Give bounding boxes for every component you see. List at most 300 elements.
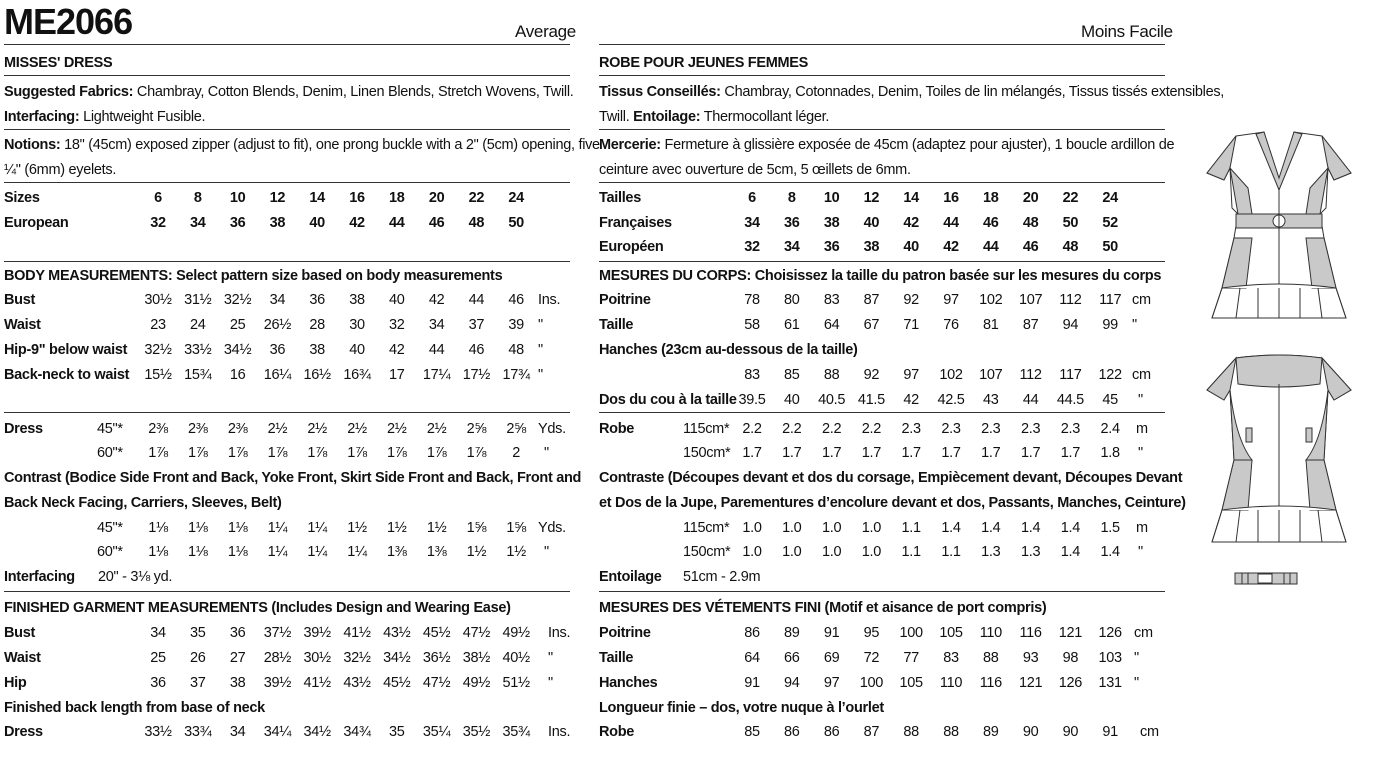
francaises-row-cell: 44 [943,215,959,231]
body-row-cell: 25 [229,317,246,333]
divider [599,591,1165,592]
finished-row-cell: 45½ [422,625,451,641]
contrast-row-cell: 1¼ [347,544,367,560]
body-row-cell: 33½ [184,342,212,358]
body-row-unit: " [538,317,543,333]
interfacing-row-value: 20" - 3⅛ yd. [98,569,173,585]
finished-row-cell: 83 [943,650,959,666]
dress-row-cell: 1.7 [861,445,882,461]
european-row-cell: 46 [428,215,445,231]
difficulty-label: Moins Facile [1081,22,1173,41]
finished-row-cell: 36½ [422,650,451,666]
finished-row-cell: 100 [859,675,884,691]
finished-row-cell: 39½ [303,625,331,641]
dress-row-cell: 2½ [387,421,407,437]
dress-row-width: 60"* [97,445,123,461]
dress-row-cell: 1.7 [742,445,762,461]
body-row-cell: 15¾ [184,367,212,383]
hip-row-cell: 102 [939,367,963,383]
back-length-row-cell: 35 [389,724,405,740]
europeen-row-cell: 36 [823,239,840,255]
finished-row-cell: 41½ [303,675,331,691]
back-length-row-label: Robe [599,724,635,740]
contrast-row-cell: 1½ [426,520,447,536]
hip-row-cell: 117 [1059,367,1082,383]
europeen-row-cell: 50 [1102,239,1118,255]
finished-row-cell: 66 [784,650,800,666]
body-row-unit: " [538,342,543,358]
back-length-row-cell: 34 [229,724,246,740]
back-row-cell: 44 [1022,392,1039,408]
dress-row-cell: 1.8 [1100,445,1120,461]
back-length-header: Finished back length from base of neck [4,700,265,716]
francaises-row-cell: 42 [903,215,919,231]
body-row-cell: 46 [508,292,524,308]
finished-row-cell: 49½ [502,625,530,641]
body-row-label: Waist [4,317,41,333]
finished-row-unit: cm [1134,625,1153,641]
francaises-row-cell: 36 [784,215,800,231]
body-row-cell: 107 [1018,292,1043,308]
dress-row-cell: 2.4 [1100,421,1120,437]
back-length-row-cell: 91 [1102,724,1118,740]
contrast-row-cell: 1½ [506,544,526,560]
back-length-row-cell: 34½ [303,724,331,740]
dress-row-cell: 2.2 [861,421,882,437]
body-measurements-header: MESURES DU CORPS: Choisissez la taille du patron basée sur les mesures du corps [599,268,1162,284]
body-row-cell: 117 [1099,292,1122,308]
hip-row-cell: 88 [823,367,840,383]
sizes-row-cell: 14 [903,190,919,206]
finished-row-label: Waist [4,650,41,666]
finished-row-cell: 100 [899,625,923,641]
interfacing-label: Entoilage: [633,109,701,125]
interfacing-row-value: 51cm - 2.9m [683,569,761,585]
body-row-cell: 16¼ [263,367,292,383]
dress-row-cell: 2.3 [981,421,1001,437]
contrast-row-cell: 1.5 [1100,520,1120,536]
finished-row-cell: 35 [190,625,206,641]
divider [4,129,570,130]
finished-row-cell: 126 [1098,625,1122,641]
contrast-row-cell: 1⅛ [188,544,208,560]
dress-front-view [1196,128,1362,328]
divider [599,261,1165,262]
body-row-cell: 16¾ [343,367,371,383]
dress-row-cell: 2 [512,445,521,461]
hip-row-cell: 122 [1098,367,1122,383]
finished-row-label: Bust [4,625,36,641]
finished-row-cell: 116 [1019,625,1042,641]
back-length-row-cell: 35¼ [422,724,451,740]
back-length-row-unit: cm [1140,724,1159,740]
european-row-cell: 44 [389,215,405,231]
sizes-row-cell: 20 [1022,190,1039,206]
finished-row-cell: 25 [150,650,166,666]
fabrics-label: Suggested Fabrics: [4,84,134,100]
francaises-row-cell: 38 [823,215,840,231]
contrast-row-cell: 1½ [347,520,367,536]
dress-row-unit: " [544,445,549,461]
contrast-row-cell: 1.0 [861,544,882,560]
contrast-row-unit: Yds. [538,520,566,536]
body-row-cell: 44 [468,292,485,308]
finished-row-cell: 36 [229,625,246,641]
finished-row-cell: 110 [979,625,1002,641]
pattern-code: ME2066 [4,1,133,42]
sizes-row-cell: 22 [1062,190,1079,206]
notions-label: Mercerie: [599,137,661,153]
body-row-cell: 61 [784,317,800,333]
dress-row-width: 150cm* [683,445,731,461]
interfacing-row-label: Entoilage [599,569,662,585]
back-length-row-cell: 87 [863,724,880,740]
back-row-cell: 40.5 [818,392,846,408]
body-row-cell: 83 [823,292,840,308]
finished-row-cell: 26 [190,650,206,666]
body-row-label: Taille [599,317,634,333]
divider [4,412,570,413]
finished-row-cell: 39½ [263,675,292,691]
contrast-row-cell: 1.4 [941,520,961,536]
dress-row-unit: m [1136,421,1148,437]
hip-row-cell: 97 [903,367,919,383]
divider [599,129,1165,130]
contrast-row-cell: 1.1 [901,544,921,560]
francaises-row-cell: 40 [863,215,880,231]
divider [4,75,570,76]
finished-row-cell: 38½ [462,650,491,666]
body-row-label: Bust [4,292,36,308]
contrast-row-cell: 1.3 [981,544,1001,560]
body-row-cell: 92 [903,292,919,308]
finished-row-cell: 89 [784,625,800,641]
europeen-row-cell: 32 [744,239,760,255]
finished-row-cell: 38 [229,675,246,691]
european-row-label: European [4,215,69,231]
sizes-row-cell: 24 [1102,190,1118,206]
body-row-cell: 17¼ [422,367,451,383]
notions-line [4,136,600,154]
dress-row-cell: 1.7 [1060,445,1081,461]
body-row-cell: 15½ [144,367,172,383]
finished-row-cell: 77 [903,650,919,666]
divider [4,591,570,592]
contrast-row-width: 150cm* [683,544,731,560]
back-length-row-cell: 34¼ [263,724,292,740]
divider [599,75,1165,76]
fabrics-line [599,83,1224,101]
body-row-cell: 39 [508,317,524,333]
finished-row-unit: " [1134,675,1139,691]
back-length-row-cell: 35¾ [502,724,530,740]
back-length-row-cell: 88 [903,724,919,740]
finished-row-cell: 69 [823,650,840,666]
sizes-row-cell: 12 [269,190,286,206]
hip-row-cell: 112 [1019,367,1042,383]
dress-row-width: 115cm* [683,421,730,437]
finished-row-cell: 91 [823,625,840,641]
francaises-row-cell: 48 [1022,215,1039,231]
fabrics-text: Chambray, Cotton Blends, Denim, Linen Blends, Stretch Wovens, Twill. [136,84,574,100]
fabrics-line [4,83,573,101]
finished-row-cell: 49½ [462,675,491,691]
sizes-row-cell: 16 [349,190,365,206]
body-row-cell: 94 [1062,317,1079,333]
back-row-cell: 39.5 [738,392,766,408]
francaises-row-cell: 50 [1062,215,1079,231]
dress-row-cell: 1⅞ [148,445,168,461]
dress-row-cell: 2.2 [782,421,802,437]
finished-row-label: Hip [4,675,27,691]
body-row-cell: 37 [468,317,485,333]
body-row-cell: 44 [428,342,445,358]
body-row-cell: 32½ [223,292,252,308]
sizes-row-cell: 18 [389,190,405,206]
back-length-row-cell: 90 [1062,724,1079,740]
body-row-unit: cm [1132,292,1151,308]
francaises-row-cell: 34 [744,215,760,231]
sizes-row-cell: 16 [943,190,959,206]
contrast-row-cell: 1.1 [941,544,961,560]
body-row-cell: 32 [389,317,405,333]
contrast-row-cell: 1⅝ [506,520,526,536]
finished-row-cell: 47½ [422,675,451,691]
interfacing-row-label: Interfacing [4,569,75,585]
body-row-cell: 24 [190,317,206,333]
contrast-row-cell: 1⅛ [148,520,168,536]
finished-row-cell: 34 [150,625,166,641]
finished-row-cell: 105 [899,675,923,691]
finished-row-unit: Ins. [548,625,571,641]
back-row-cell: 44.5 [1056,392,1084,408]
body-row-cell: 99 [1102,317,1118,333]
contrast-row-width: 60"* [97,544,123,560]
dress-row-cell: 2⅝ [466,421,487,437]
dress-row-cell: 1.7 [981,445,1001,461]
finished-row-cell: 126 [1058,675,1083,691]
back-length-row-cell: 88 [943,724,959,740]
finished-row-cell: 51½ [502,675,530,691]
europeen-row-cell: 46 [1022,239,1039,255]
finished-row-cell: 103 [1098,650,1122,666]
contrast-row-cell: 1.4 [1020,520,1041,536]
body-row-cell: 31½ [184,292,212,308]
dress-row-cell: 1⅞ [466,445,487,461]
body-row-unit: Ins. [538,292,561,308]
contrast-row-width: 45"* [97,520,123,536]
garment-title: MISSES' DRESS [4,55,113,71]
contrast-row-cell: 1⅛ [188,520,208,536]
contrast-row-cell: 1¼ [307,520,327,536]
finished-row-cell: 28½ [263,650,292,666]
contrast-row-cell: 1.0 [742,520,762,536]
sizes-row-cell: 10 [823,190,840,206]
finished-row-cell: 37½ [263,625,292,641]
finished-row-cell: 93 [1022,650,1039,666]
contrast-row-cell: 1⅝ [466,520,487,536]
dress-row-cell: 1.7 [941,445,961,461]
francaises-row-label: Françaises [599,215,672,231]
contrast-row-cell: 1.4 [1060,520,1081,536]
interfacing-text: Thermocollant léger. [703,109,830,125]
europeen-row-cell: 38 [863,239,880,255]
body-row-cell: 36 [309,292,325,308]
finished-row-cell: 27 [229,650,246,666]
body-row-cell: 42 [428,292,445,308]
contrast-row-cell: 1⅜ [426,544,447,560]
dress-row-cell: 2⅝ [506,421,526,437]
finished-row-cell: 94 [784,675,800,691]
divider [599,182,1165,183]
divider [599,44,1165,45]
european-row-cell: 50 [508,215,524,231]
back-row-unit: " [1138,392,1143,408]
dress-row-cell: 2½ [267,421,288,437]
body-row-cell: 34 [269,292,286,308]
back-row-cell: 42.5 [937,392,965,408]
hip-row-cell: 83 [744,367,760,383]
fabrics-text: Chambray, Cotonnades, Denim, Toiles de lin mélangés, Tissus tissés extensibles, [724,84,1225,100]
dress-row-cell: 1⅞ [267,445,288,461]
finished-row-unit: " [1134,650,1139,666]
european-row-cell: 32 [150,215,166,231]
hip-label: Hanches (23cm au-dessous de la taille) [599,342,858,358]
contrast-row-unit: m [1136,520,1148,536]
dress-row-cell: 1.7 [901,445,921,461]
body-row-unit: " [538,367,543,383]
back-row-cell: 45 [1102,392,1118,408]
back-length-row-label: Dress [4,724,43,740]
dress-row-cell: 2⅜ [188,421,208,437]
finished-row-cell: 34½ [383,650,411,666]
finished-row-cell: 95 [863,625,880,641]
back-length-row-cell: 85 [744,724,760,740]
dress-row-cell: 2½ [426,421,447,437]
body-row-cell: 34 [428,317,445,333]
body-row-cell: 46 [468,342,485,358]
finished-row-unit: " [548,650,553,666]
finished-row-cell: 88 [983,650,999,666]
europeen-row-cell: 44 [983,239,999,255]
finished-row-unit: " [548,675,553,691]
finished-row-cell: 45½ [383,675,411,691]
sizes-row-cell: 14 [309,190,325,206]
dress-row-cell: 2.2 [742,421,762,437]
dress-row-cell: 2⅜ [148,421,168,437]
european-row-cell: 36 [229,215,246,231]
back-length-row-cell: 33¾ [184,724,212,740]
finished-row-cell: 37 [190,675,206,691]
body-measurements-header: BODY MEASUREMENTS: Select pattern size based on body measurements [4,268,503,284]
european-row-cell: 38 [269,215,286,231]
interfacing-label: Interfacing: [4,109,80,125]
back-row-cell: 42 [903,392,919,408]
back-row-cell: 41.5 [857,392,885,408]
notions-line-2: ceinture avec ouverture de 5cm, 5 œillets de 6mm. [599,162,911,178]
dress-back-view [1196,350,1362,550]
contrast-header-1: Contrast (Bodice Side Front and Back, Yoke Front, Skirt Side Front and Back, Front and [4,470,582,486]
contrast-row-cell: 1⅛ [148,544,168,560]
dress-row-cell: 2.3 [1020,421,1041,437]
finished-row-cell: 41½ [343,625,371,641]
sizes-row-cell: 12 [863,190,880,206]
body-row-cell: 97 [943,292,959,308]
sizes-row-cell: 10 [229,190,246,206]
body-row-cell: 87 [863,292,880,308]
interfacing-line [4,108,205,126]
hip-row-cell: 92 [863,367,880,383]
dress-row-cell: 2.3 [941,421,961,437]
contrast-header-1: Contraste (Découpes devant et dos du corsage, Empiècement devant, Découpes Devant [599,470,1183,486]
sizes-row-cell: 6 [748,190,756,206]
dress-row-cell: 1⅞ [387,445,407,461]
contrast-row-cell: 1¼ [307,544,327,560]
body-row-cell: 36 [269,342,286,358]
contrast-row-cell: 1.1 [901,520,921,536]
hip-row-unit: cm [1132,367,1151,383]
dress-row-cell: 1.7 [821,445,842,461]
body-row-cell: 64 [823,317,840,333]
finished-row-cell: 131 [1098,675,1122,691]
sizes-row-label: Sizes [4,190,40,206]
sizes-row-cell: 6 [154,190,162,206]
back-length-row-unit: Ins. [548,724,571,740]
dress-row-cell: 1⅞ [307,445,327,461]
notions-line [599,136,1174,154]
body-row-cell: 23 [150,317,166,333]
dress-row-unit: " [1138,445,1143,461]
finished-row-cell: 86 [744,625,760,641]
body-row-cell: 32½ [144,342,172,358]
finished-measurements-header: FINISHED GARMENT MEASUREMENTS (Includes Design and Wearing Ease) [4,600,511,616]
back-length-row-cell: 86 [823,724,840,740]
francaises-row-cell: 46 [983,215,999,231]
back-length-row-cell: 90 [1022,724,1039,740]
finished-row-cell: 72 [863,650,880,666]
body-row-cell: 87 [1022,317,1039,333]
dress-row-label: Dress [4,421,43,437]
sizes-row-cell: 20 [428,190,445,206]
back-length-row-cell: 89 [983,724,999,740]
body-row-cell: 17¾ [502,367,530,383]
sizes-row-cell: 22 [468,190,485,206]
body-row-cell: 26½ [263,317,292,333]
dress-row-width: 45"* [97,421,123,437]
finished-row-cell: 47½ [462,625,491,641]
finished-row-cell: 43½ [383,625,411,641]
dress-row-label: Robe [599,421,635,437]
dress-row-cell: 1.7 [782,445,802,461]
finished-row-cell: 36 [150,675,166,691]
body-row-label: Hip-9" below waist [4,342,128,358]
finished-row-cell: 116 [979,675,1002,691]
sizes-row-cell: 24 [508,190,524,206]
fabrics-label: Tissus Conseillés: [599,84,721,100]
finished-row-cell: 40½ [502,650,530,666]
body-row-cell: 34½ [223,342,252,358]
body-row-cell: 17 [389,367,405,383]
finished-row-cell: 110 [939,675,963,691]
divider [4,261,570,262]
contrast-row-cell: 1½ [466,544,487,560]
notions-text: Fermeture à glissière exposée de 45cm (adaptez pour ajuster), 1 boucle ardillon de [664,137,1175,153]
contrast-row-cell: 1.4 [1060,544,1081,560]
hip-row-cell: 85 [784,367,800,383]
hip-row-cell: 107 [979,367,1003,383]
contrast-row-cell: 1⅜ [387,544,407,560]
dress-row-cell: 1.7 [1020,445,1041,461]
